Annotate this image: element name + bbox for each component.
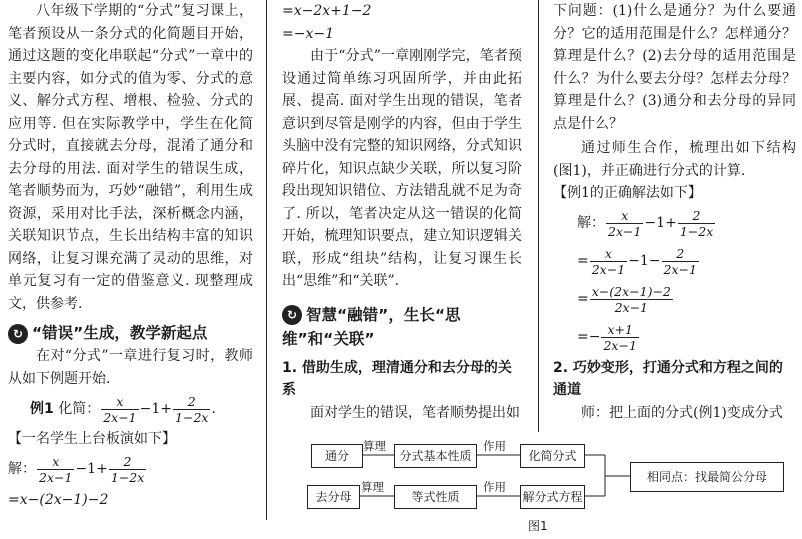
subheading-1: 1. 借助生成，理清通分和去分母的关系 xyxy=(282,359,512,398)
diagram-node-equation-property: 等式性质 xyxy=(394,485,477,509)
fraction: $\frac{2}{1-2x}$ xyxy=(175,393,209,425)
column-2 xyxy=(282,0,522,424)
section-emblem-icon: ↻ xyxy=(8,324,28,344)
correct-step-3: = $\frac{x-(2x-1)-2}{2x-1}$ xyxy=(577,284,671,315)
diagram-node-common: 相同点：找最简公分母 xyxy=(630,462,784,492)
correct-step-4: =− $\frac{x+1}{2x-1}$ xyxy=(577,322,637,353)
correct-step-2: = $\frac{x}{2x-1}$ −1− $\frac{2}{2x-1}$ xyxy=(577,246,697,277)
section-heading-2: ↻ 智慧“融错”，生长“思维”和“关联” xyxy=(282,305,461,348)
structure-paragraph: 通过师生合作，梳理出如下结构(图1)，并正确进行分式的计算. xyxy=(553,140,796,179)
analysis-paragraph: 由于“分式”一章刚刚学完，笔者预设通过简单练习巩固所学，并由此拓展、提高. 面对学生出现的错误，笔者意识到尽管是刚学的内容，但由于学生头脑中没有完整的知识网络，分式知识碎片化，知识点缺少关联，所以复习阶段出现知识错位、方法错乱就不足为奇了. 所以，笔者决定从这一错误的化简开始，梳理知识要点，建立知识逻辑关联，形成“组块”结构，让复习课生长出“思维”和“关联”. xyxy=(282,48,522,289)
diagram-node-qufenmu: 去分母 xyxy=(307,485,360,509)
section-heading-1: ↻ “错误”生成，教学新起点 xyxy=(8,321,253,345)
diagram-node-fraction-property: 分式基本性质 xyxy=(394,444,477,468)
question-paragraph: 面对学生的错误，笔者顺势提出如 xyxy=(310,404,520,421)
diagram-label-zuoyong: 作用 xyxy=(483,439,506,453)
fraction: $\frac{x+1}{2x-1}$ xyxy=(603,322,637,353)
column-3 xyxy=(553,0,796,424)
fraction: $\frac{2}{1-2x}$ xyxy=(679,208,714,239)
student-solution: 解： $\frac{x}{2x-1}$ −1+ $\frac{2}{1-2x}$ xyxy=(8,454,145,485)
fraction: $\frac{x}{2x-1}$ xyxy=(103,393,137,425)
questions-paragraph: 下问题：(1)什么是通分？为什么要通分？它的适用范围是什么？怎样通分？算理是什么？(2)去分母的适用范围是什么？为什么要去分母？怎样去分母？算理是什么？(3)通分和去分母的异同点是什么？ xyxy=(553,3,796,132)
correct-step-1: 解： $\frac{x}{2x-1}$ −1+ $\frac{2}{1-2x}$ xyxy=(577,208,714,239)
column-1 xyxy=(8,0,253,511)
column-divider xyxy=(538,0,539,432)
fraction: $\frac{x-(2x-1)-2}{2x-1}$ xyxy=(591,284,671,315)
solution-step: =x−2x+1−2 xyxy=(282,3,372,19)
column-divider xyxy=(266,0,267,520)
correct-solution-note: 【例1的正确解法如下】 xyxy=(553,185,702,201)
intro-paragraph: 八年级下学期的“分式”复习课上，笔者预设从一条分式的化简题目开始，通过这题的变化串联起“分式”一章中的主要内容，如分式的值为零、分式的意义、解分式方程、增根、检验、分式的应用等. 但在实际教学中，学生在化简分式时，直接就去分母，混淆了通分和去分母的用法. 面对学生的错误生成，笔者顺势而为，巧妙“融错”，利用生成资源，采用对比手法，深析概念内涵，关联知识节点，生长出结构丰富的知识网络，让复习课充满了灵动的思维，对单元复习有一定的借鉴意义. 现整理成文，供参考. xyxy=(8,3,253,312)
diagram-node-tongfen: 通分 xyxy=(311,444,363,468)
fraction: $\frac{x}{2x-1}$ xyxy=(591,246,626,277)
figure-caption: 图1 xyxy=(528,519,548,533)
fraction: $\frac{2}{1-2x}$ xyxy=(110,454,145,485)
fraction: $\frac{x}{2x-1}$ xyxy=(608,208,642,239)
fraction: $\frac{2}{2x-1}$ xyxy=(663,246,697,277)
student-note: 【一名学生上台板演如下】 xyxy=(8,431,176,447)
diagram-node-simplify: 化简分式 xyxy=(520,444,585,468)
fraction: $\frac{x}{2x-1}$ xyxy=(39,454,73,485)
solution-step: =x−(2x−1)−2 xyxy=(8,491,109,508)
solution-step: =−x−1 xyxy=(282,25,334,42)
diagram-label-suanli: 算理 xyxy=(361,480,384,494)
diagram-label-suanli: 算理 xyxy=(363,439,386,453)
section-emblem-icon: ↻ xyxy=(282,305,302,325)
diagram-label-zuoyong: 作用 xyxy=(483,480,506,494)
example-1: 例1 化简： $\frac{x}{2x-1}$ −1+ $\frac{2}{1-2x}$ . xyxy=(30,393,216,425)
subheading-2: 2. 巧妙变形，打通分式和方程之间的通道 xyxy=(553,359,783,398)
review-paragraph: 在对“分式”一章进行复习时，教师从如下例题开始. xyxy=(8,348,253,387)
teacher-paragraph: 师：把上面的分式(例1)变成分式 xyxy=(581,404,783,421)
diagram-node-solve-equation: 解分式方程 xyxy=(520,485,585,509)
